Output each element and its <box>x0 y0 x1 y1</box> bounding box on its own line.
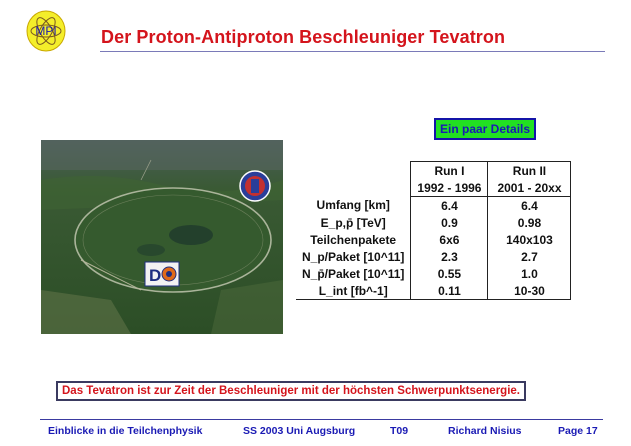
row-value-run2: 6.4 <box>488 197 571 215</box>
table-row <box>296 265 571 282</box>
column-period-run2: 2001 - 20xx <box>488 179 571 197</box>
footer-course: Einblicke in die Teilchenphysik <box>48 425 203 437</box>
table-row <box>296 248 571 265</box>
details-badge: Ein paar Details <box>434 118 536 140</box>
d0-detector-icon <box>145 262 179 286</box>
page-title: Der Proton-Antiproton Beschleuniger Tevatron <box>101 27 506 47</box>
table-row <box>296 231 571 248</box>
cdf-detector-icon <box>240 171 270 201</box>
row-value-run1: 6x6 <box>411 231 488 248</box>
footer-page: Page 17 <box>558 425 598 437</box>
row-label: N_p̄/Paket [10^11] <box>296 265 411 282</box>
row-label: Teilchenpakete <box>296 231 411 248</box>
row-value-run2: 1.0 <box>488 265 571 282</box>
footer-author: Richard Nisius <box>448 425 522 437</box>
row-value-run2: 2.7 <box>488 248 571 265</box>
tevatron-parameters-table <box>296 161 571 300</box>
row-value-run1: 0.11 <box>411 282 488 300</box>
table-row <box>296 282 571 300</box>
table-row <box>296 197 571 215</box>
row-value-run2: 140x103 <box>488 231 571 248</box>
table-period-row <box>296 179 571 197</box>
footer-divider <box>40 419 603 420</box>
conclusion-box: Das Tevatron ist zur Zeit der Beschleuniger mit der höchsten Schwerpunktsenergie. <box>56 381 526 401</box>
row-value-run2: 0.98 <box>488 214 571 231</box>
footer-code: T09 <box>390 425 409 437</box>
row-value-run2: 10-30 <box>488 282 571 300</box>
row-value-run1: 6.4 <box>411 197 488 215</box>
table-header-row <box>296 162 571 180</box>
mpi-logo <box>26 10 66 52</box>
row-value-run1: 0.9 <box>411 214 488 231</box>
column-header-run2: Run II <box>488 162 571 180</box>
title-divider <box>100 51 605 52</box>
row-value-run1: 2.3 <box>411 248 488 265</box>
table-row <box>296 214 571 231</box>
svg-text:D: D <box>149 266 162 285</box>
column-header-run1: Run I <box>411 162 488 180</box>
column-period-run1: 1992 - 1996 <box>411 179 488 197</box>
row-value-run1: 0.55 <box>411 265 488 282</box>
row-label: N_p/Paket [10^11] <box>296 248 411 265</box>
logo-text: MPI <box>35 24 57 38</box>
row-label: Umfang [km] <box>296 197 411 215</box>
tevatron-aerial-photo <box>41 140 283 334</box>
row-label: L_int [fb^-1] <box>296 282 411 300</box>
row-label: E_p,p̄ [TeV] <box>296 214 411 231</box>
footer-semester: SS 2003 Uni Augsburg <box>243 425 356 437</box>
